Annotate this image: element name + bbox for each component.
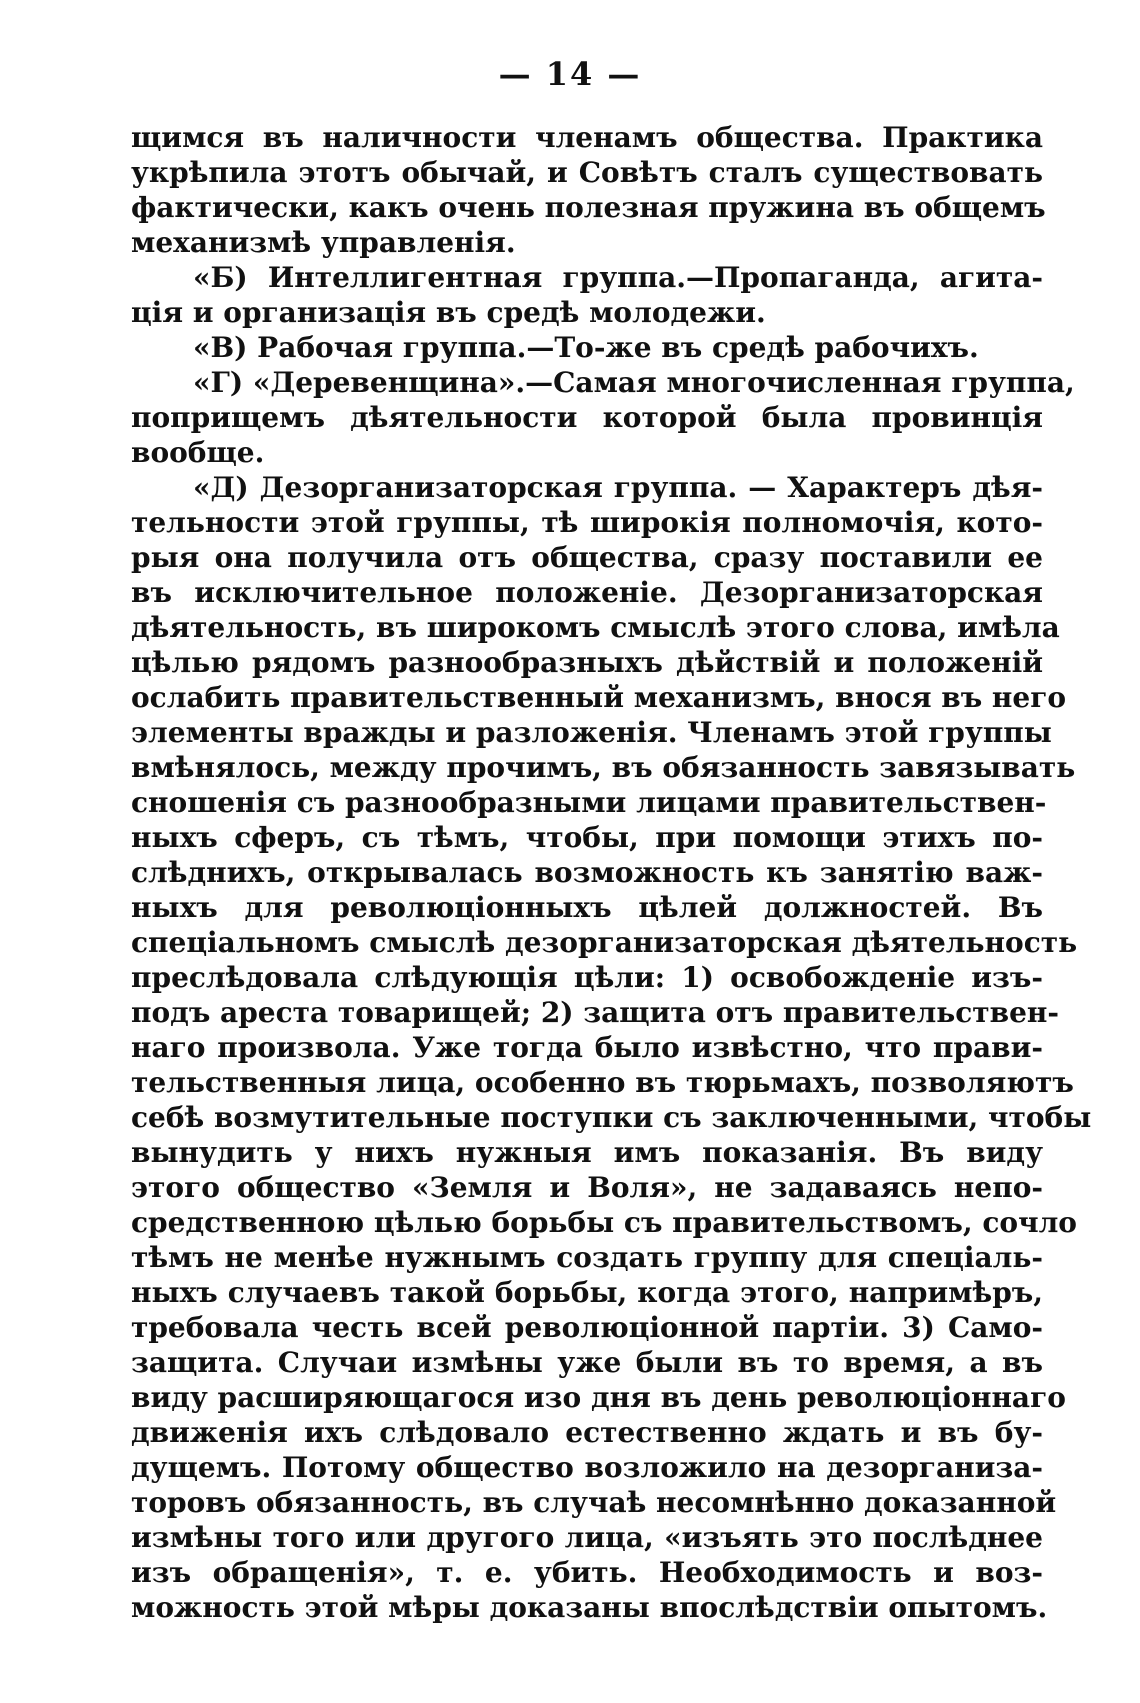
text-line: цѣлью рядомъ разнообразныхъ дѣйствій и положеній	[131, 646, 1043, 679]
text-line: механизмѣ управленія.	[131, 226, 516, 259]
text-line: дущемъ. Потому общество возложило на дезорганиза-	[131, 1451, 1043, 1484]
text-line: защита. Случаи измѣны уже были въ то время, а въ	[131, 1346, 1043, 1379]
text-line: спеціальномъ смыслѣ дезорганизаторская дѣятельность	[131, 926, 1078, 959]
text-line: ослабить правительственный механизмъ, внося въ него	[131, 681, 1067, 714]
text-line: «Г) «Деревенщина».—Самая многочисленная группа,	[193, 366, 1075, 399]
text-line: можность этой мѣры доказаны впослѣдствіи опытомъ.	[131, 1591, 1048, 1624]
text-line: въ исключительное положеніе. Дезорганизаторская	[131, 576, 1043, 609]
text-line: тельственныя лица, особенно въ тюрьмахъ, позволяютъ	[131, 1066, 1074, 1099]
text-line: виду расширяющагося изо дня въ день революціоннаго	[131, 1381, 1066, 1414]
text-line: «Б) Интеллигентная группа.—Пропаганда, агита-	[193, 261, 1043, 294]
text-line: поприщемъ дѣятельности которой была провинція	[131, 401, 1043, 434]
body-text	[131, 120, 1092, 1625]
text-line: наго произвола. Уже тогда было извѣстно, что прави-	[131, 1031, 1043, 1064]
text-line: тельности этой группы, тѣ широкія полномочія, кото-	[131, 506, 1043, 539]
text-line: дѣятельность, въ широкомъ смыслѣ этого слова, имѣла	[131, 611, 1060, 644]
text-line: сношенія съ разнообразными лицами правительствен-	[131, 786, 1047, 819]
text-line: подъ ареста товарищей; 2) защита отъ правительствен-	[131, 996, 1059, 1029]
text-line: рыя она получила отъ общества, сразу поставили ее	[131, 541, 1043, 574]
text-line: ныхъ случаевъ такой борьбы, когда этого, напримѣръ,	[131, 1276, 1043, 1309]
text-line: тѣмъ не менѣе нужнымъ создать группу для спеціаль-	[131, 1241, 1043, 1274]
text-line: слѣднихъ, открывалась возможность къ занятію важ-	[131, 856, 1043, 889]
text-line: «Д) Дезорганизаторская группа. — Характеръ дѣя-	[193, 471, 1043, 504]
text-line: щимся въ наличности членамъ общества. Практика	[131, 121, 1043, 154]
text-line: измѣны того или другого лица, «изъять это послѣднее	[131, 1521, 1043, 1554]
text-line: этого общество «Земля и Воля», не задаваясь непо-	[131, 1171, 1043, 1204]
text-line: требовала честь всей революціонной партіи. 3) Само-	[131, 1311, 1043, 1344]
text-line: «В) Рабочая группа.—То-же въ средѣ рабочихъ.	[193, 331, 979, 364]
text-line: ныхъ сферъ, съ тѣмъ, чтобы, при помощи этихъ по-	[131, 821, 1043, 854]
text-line: торовъ обязанность, въ случаѣ несомнѣнно доказанной	[131, 1486, 1057, 1519]
text-line: движенія ихъ слѣдовало естественно ждать и въ бу-	[131, 1416, 1043, 1449]
text-line: элементы вражды и разложенія. Членамъ этой группы	[131, 716, 1052, 749]
text-line: изъ обращенія», т. е. убить. Необходимость и воз-	[131, 1556, 1043, 1589]
text-line: вынудить у нихъ нужныя имъ показанія. Въ виду	[131, 1136, 1043, 1169]
text-line: укрѣпила этотъ обычай, и Совѣтъ сталъ существовать	[131, 156, 1043, 189]
text-line: вмѣнялось, между прочимъ, въ обязанность завязывать	[131, 751, 1076, 784]
text-line: себѣ возмутительные поступки съ заключенными, чтобы	[131, 1101, 1092, 1134]
text-line: ція и организація въ средѣ молодежи.	[131, 296, 766, 329]
page-number: — 14 —	[498, 55, 642, 93]
text-line: вообще.	[131, 436, 265, 469]
text-line: преслѣдовала слѣдующія цѣли: 1) освобожденіе изъ-	[131, 961, 1043, 994]
text-line: ныхъ для революціонныхъ цѣлей должностей. Въ	[131, 891, 1043, 924]
text-line: средственною цѣлью борьбы съ правительствомъ, сочло	[131, 1206, 1077, 1239]
text-line: фактически, какъ очень полезная пружина въ общемъ	[131, 191, 1046, 224]
